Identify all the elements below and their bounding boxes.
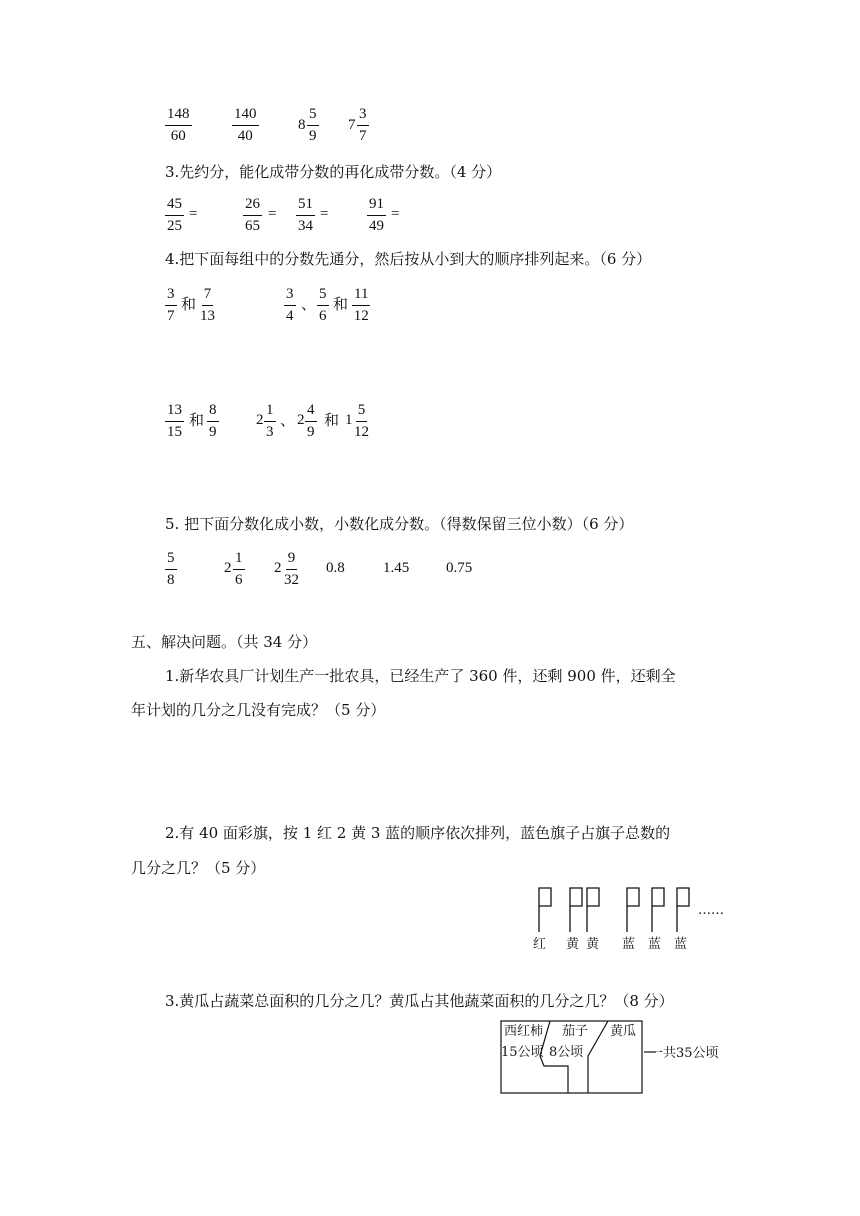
fraction-5-8: $\frac{5}{8}$: [167, 550, 175, 588]
flag-label: 蓝: [674, 937, 688, 952]
equals-sign: =: [268, 206, 277, 222]
eggplant-area: 8公顷: [549, 1045, 584, 1060]
mixed-whole: 2: [256, 412, 264, 428]
fraction-148-60: $\frac{148}{60}$: [167, 106, 190, 144]
tomato-label: 西红柿: [504, 1024, 544, 1039]
fraction-26-65: $\frac{26}{65}$: [245, 196, 260, 234]
fraction-4-9: $\frac{4}{9}$: [307, 402, 315, 440]
fraction-1-3: $\frac{1}{3}$: [266, 402, 274, 440]
mixed-whole: 2: [274, 560, 282, 576]
flag-label: 黄: [566, 937, 580, 952]
separator-comma: 、: [301, 295, 317, 313]
fraction-13-15: $\frac{13}{15}$: [167, 402, 182, 440]
cucumber-label: 黄瓜: [610, 1024, 637, 1039]
flag-label: 蓝: [622, 937, 636, 952]
mixed-whole: 1: [345, 412, 353, 428]
fraction-3-7: $\frac{3}{7}$: [359, 106, 367, 144]
section-5-title: 五、解决问题。（共 34 分）: [131, 633, 318, 651]
fraction-51-34: $\frac{51}{34}$: [298, 196, 313, 234]
fraction-91-49: $\frac{91}{49}$: [369, 196, 384, 234]
fraction-3-7: $\frac{3}{7}$: [167, 286, 175, 324]
mixed-whole: 7: [348, 117, 356, 133]
mixed-whole: 2: [224, 560, 232, 576]
separator-comma: 、: [280, 411, 296, 429]
equals-sign: =: [320, 206, 329, 222]
question-3-title: 3.先约分，能化成带分数的再化成带分数。（4 分）: [165, 163, 502, 181]
flags-ellipsis: ……: [698, 903, 724, 918]
fraction-9-32: $\frac{9}{32}$: [284, 550, 299, 588]
fraction-5-6: $\frac{5}{6}$: [319, 286, 327, 324]
mixed-whole: 8: [298, 117, 306, 133]
problem-1-line-2: 年计划的几分之几没有完成？（5 分）: [131, 701, 386, 719]
equals-sign: =: [189, 206, 198, 222]
decimal-value: 1.45: [383, 560, 410, 576]
fraction-8-9: $\frac{8}{9}$: [209, 402, 217, 440]
fraction-1-6: $\frac{1}{6}$: [235, 550, 243, 588]
fraction-5-12: $\frac{5}{12}$: [354, 402, 369, 440]
fraction-45-25: $\frac{45}{25}$: [167, 196, 182, 234]
problem-2-line-1: 2.有 40 面彩旗，按 1 红 2 黄 3 蓝的顺序依次排列，蓝色旗子占旗子总数的: [165, 824, 671, 842]
conjunction-and: 和: [181, 295, 197, 313]
conjunction-and: 和: [189, 411, 205, 429]
fraction-3-4: $\frac{3}{4}$: [286, 286, 294, 324]
tomato-area: 15公顷: [501, 1045, 544, 1060]
fraction-140-40: $\frac{140}{40}$: [234, 106, 257, 144]
fraction-5-9: $\frac{5}{9}$: [309, 106, 317, 144]
flag-label: 蓝: [648, 937, 662, 952]
flag-label: 黄: [586, 937, 600, 952]
fraction-11-12: $\frac{11}{12}$: [353, 286, 369, 324]
problem-2-line-2: 几分之几？（5 分）: [131, 859, 266, 877]
question-4-title: 4.把下面每组中的分数先通分，然后按从小到大的顺序排列起来。（6 分）: [165, 250, 652, 268]
fraction-7-13: $\frac{7}{13}$: [200, 286, 215, 324]
problem-1-line-1: 1.新华农具厂计划生产一批农具，已经生产了 360 件，还剩 900 件，还剩全: [165, 667, 676, 685]
conjunction-and: 和: [324, 411, 340, 429]
vegetable-area-diagram: [498, 1018, 734, 1098]
question-5-title: 5. 把下面分数化成小数，小数化成分数。（得数保留三位小数）（6 分）: [165, 515, 634, 533]
flags-illustration: [530, 882, 736, 954]
conjunction-and: 和: [333, 295, 349, 313]
problem-3-line-1: 3.黄瓜占蔬菜总面积的几分之几？黄瓜占其他蔬菜面积的几分之几？（8 分）: [165, 992, 674, 1010]
decimal-value: 0.75: [446, 560, 473, 576]
decimal-value: 0.8: [326, 560, 345, 576]
equals-sign: =: [391, 206, 400, 222]
mixed-whole: 2: [297, 412, 305, 428]
flag-label: 红: [533, 937, 547, 952]
eggplant-label: 茄子: [562, 1024, 589, 1039]
total-area-label: 一共35公顷: [650, 1046, 719, 1061]
